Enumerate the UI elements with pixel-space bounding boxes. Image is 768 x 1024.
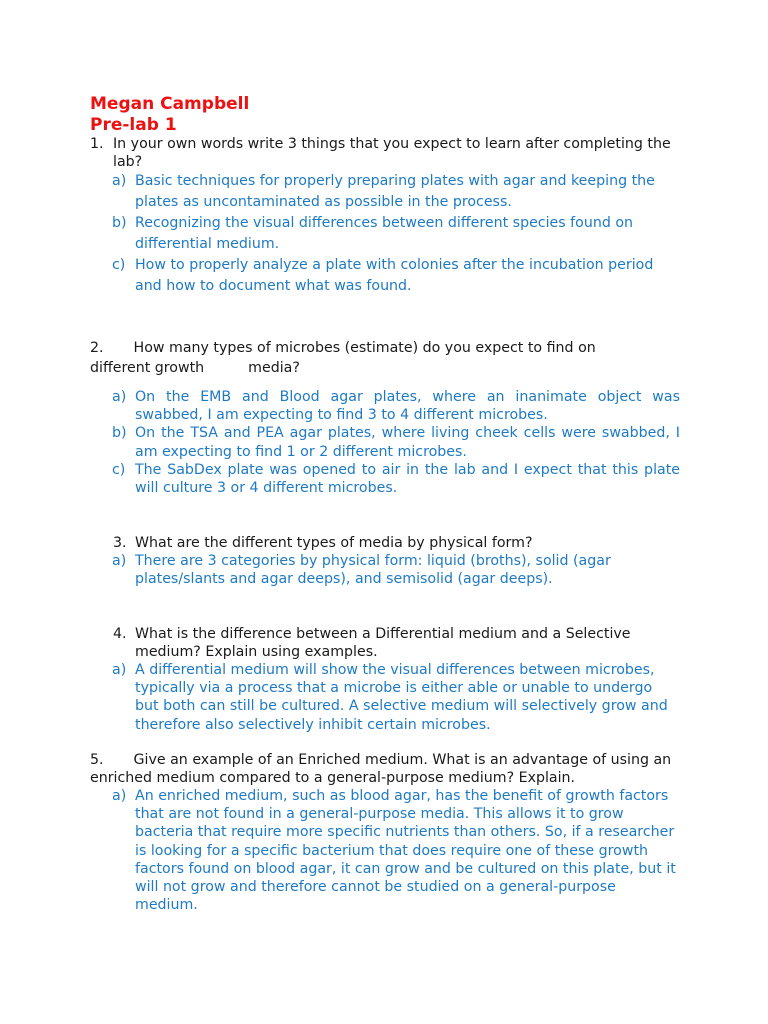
answer-letter: a): [112, 173, 127, 189]
answer-item: [90, 461, 680, 497]
question-1: [90, 135, 680, 297]
question-2: [90, 338, 680, 497]
question-number: 1.: [90, 136, 104, 152]
question-4: [90, 625, 680, 734]
question-number: 4.: [113, 626, 127, 642]
answer-letter: c): [112, 461, 126, 478]
answer-letter: a): [112, 788, 127, 804]
answer-text: The SabDex plate was opened to air in the lab and I expect that this plate will culture 3 or 4 different microbes.: [135, 461, 680, 497]
question-text: 5. Give an example of an Enriched medium. What is an advantage of using an enriched medium compared to a general-purpose medium? Explain.: [90, 752, 672, 786]
answer-letter: a): [112, 553, 127, 569]
answer-item: [90, 552, 680, 588]
question-5: [90, 751, 680, 914]
question-text: 3. What are the different types of media by physical form?: [113, 535, 533, 551]
question-number: 2.: [90, 340, 104, 356]
answer-item: [90, 171, 680, 212]
answer-item: [90, 388, 680, 424]
answer-item: [90, 424, 680, 460]
answer-text: Recognizing the visual differences between different species found on differential medium.: [135, 215, 634, 252]
answer-letter: b): [112, 425, 127, 442]
question-3: [90, 534, 680, 588]
answer-text: Basic techniques for properly preparing plates with agar and keeping the plates as uncontaminated as possible in the process.: [135, 173, 655, 210]
answer-letter: c): [112, 257, 126, 273]
answer-letter: a): [112, 389, 127, 405]
question-text: 1. In your own words write 3 things that you expect to learn after completing the lab?: [90, 136, 671, 170]
answer-letter: b): [112, 215, 127, 231]
answer-item: [90, 255, 680, 296]
answer-text: There are 3 categories by physical form: liquid (broths), solid (agar plates/slants and agar deeps), and semisolid (agar deeps).: [135, 553, 611, 588]
document-title: Pre-lab 1: [90, 115, 177, 135]
question-number: 5.: [90, 752, 104, 768]
answer-text: On the TSA and PEA agar plates, where living cheek cells were swabbed, I am expecting to find 1 or 2 different microbes.: [135, 425, 680, 460]
answer-text: An enriched medium, such as blood agar, has the benefit of growth factors that are not found in a general-purpose media. This allows it to grow bacteria that require more specific nutrients than others. So, if a researcher is looking for a specific bacterium that does require one of these growth factors found on blood agar, it can grow and be cultured on this plate, but it will not grow and therefore cannot be studied on a general-purpose medium.: [135, 788, 676, 914]
answer-letter: a): [112, 662, 127, 678]
answer-item: [90, 213, 680, 254]
author-name: Megan Campbell: [90, 94, 250, 114]
answer-item: [90, 661, 680, 734]
question-number: 3.: [113, 535, 127, 551]
answer-text: How to properly analyze a plate with colonies after the incubation period and how to document what was found.: [135, 257, 654, 294]
answer-text: A differential medium will show the visual differences between microbes, typically via a process that a microbe is either able or unable to undergo but both can still be cultured. A selective medium will selectively grow and therefore also selectively inhibit certain microbes.: [135, 662, 668, 733]
answer-text: On the EMB and Blood agar plates, where an inanimate object was swabbed, I am expecting to find 3 to 4 different microbes.: [135, 389, 680, 424]
question-text: 2. How many types of microbes (estimate) do you expect to find on different growth media?: [90, 340, 596, 376]
answer-item: [90, 787, 680, 914]
question-text: 4. What is the difference between a Differential medium and a Selective medium? Explain using examples.: [113, 626, 631, 660]
